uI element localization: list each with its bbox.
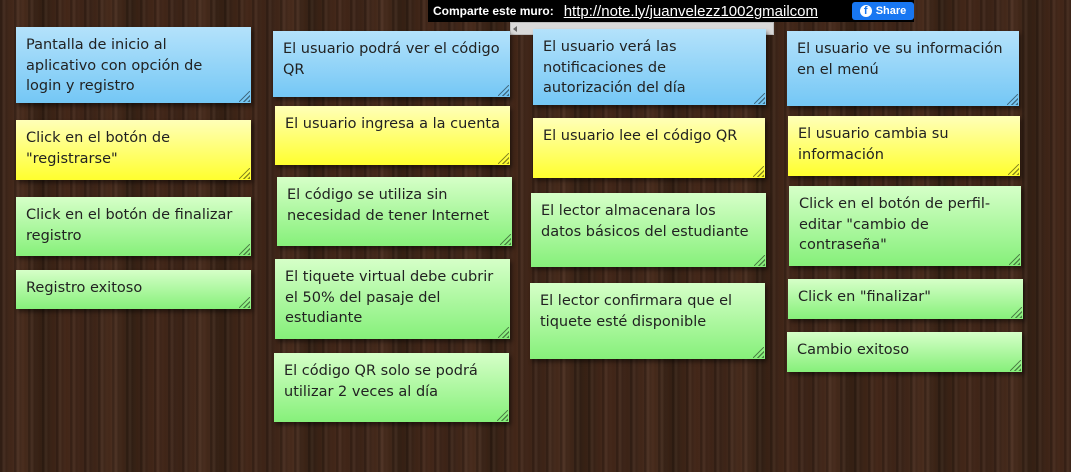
resize-grip-icon[interactable] <box>754 255 765 266</box>
note-text: Pantalla de inicio al aplicativo con opción de login y registro <box>26 37 203 94</box>
sticky-note[interactable] <box>531 193 766 267</box>
note-text: El lector confirmara que el tiquete esté disponible <box>540 293 733 330</box>
resize-grip-icon[interactable] <box>1011 307 1022 318</box>
sticky-note[interactable] <box>787 31 1019 106</box>
note-text: El usuario cambia su información <box>798 126 949 163</box>
resize-grip-icon[interactable] <box>753 347 764 358</box>
resize-grip-icon[interactable] <box>754 93 765 104</box>
resize-grip-icon[interactable] <box>753 166 764 177</box>
resize-grip-icon[interactable] <box>239 297 250 308</box>
note-text: El usuario lee el código QR <box>543 128 738 144</box>
note-text: Click en el botón de perfil-editar "cambio de contraseña" <box>799 196 991 253</box>
note-text: Cambio exitoso <box>797 342 910 358</box>
note-text: Click en "finalizar" <box>798 289 931 305</box>
note-text: El código QR solo se podrá utilizar 2 veces al día <box>284 363 478 400</box>
sticky-note[interactable] <box>533 118 765 178</box>
facebook-icon: f <box>860 5 872 17</box>
note-text: Click en el botón de finalizar registro <box>26 207 233 244</box>
sticky-note[interactable] <box>274 353 509 422</box>
share-link[interactable]: http://note.ly/juanvelezz1002gmailcom <box>563 2 819 20</box>
sticky-note[interactable] <box>789 186 1021 266</box>
resize-grip-icon[interactable] <box>497 410 508 421</box>
sticky-note[interactable] <box>16 270 251 309</box>
sticky-note[interactable] <box>16 120 251 180</box>
sticky-note[interactable] <box>16 197 251 256</box>
sticky-note[interactable] <box>533 29 766 105</box>
resize-grip-icon[interactable] <box>498 153 509 164</box>
note-text: El tiquete virtual debe cubrir el 50% del pasaje del estudiante <box>285 269 494 326</box>
sticky-note[interactable] <box>273 31 510 97</box>
note-text: Click en el botón de "registrarse" <box>26 130 170 167</box>
sticky-note[interactable] <box>16 27 251 103</box>
share-bar <box>428 0 914 22</box>
note-text: Registro exitoso <box>26 280 143 296</box>
facebook-share-button[interactable] <box>852 2 914 20</box>
resize-grip-icon[interactable] <box>239 91 250 102</box>
facebook-share-label: Share <box>875 5 907 17</box>
note-text: El usuario ingresa a la cuenta <box>285 116 500 132</box>
sticky-note[interactable] <box>275 259 510 339</box>
resize-grip-icon[interactable] <box>1009 254 1020 265</box>
resize-grip-icon[interactable] <box>239 244 250 255</box>
sticky-note[interactable] <box>275 106 510 165</box>
sticky-note[interactable] <box>787 332 1022 372</box>
resize-grip-icon[interactable] <box>1010 360 1021 371</box>
note-text: El código se utiliza sin necesidad de tener Internet <box>287 187 490 224</box>
note-text: El usuario podrá ver el código QR <box>283 41 500 78</box>
sticky-note[interactable] <box>277 177 512 246</box>
note-text: El usuario ve su información en el menú <box>797 41 1003 78</box>
resize-grip-icon[interactable] <box>500 234 511 245</box>
sticky-note[interactable] <box>530 283 765 359</box>
resize-grip-icon[interactable] <box>1007 94 1018 105</box>
note-text: El usuario verá las notificaciones de autorización del día <box>543 39 686 96</box>
resize-grip-icon[interactable] <box>239 168 250 179</box>
sticky-note[interactable] <box>788 116 1020 176</box>
resize-grip-icon[interactable] <box>498 327 509 338</box>
resize-grip-icon[interactable] <box>498 85 509 96</box>
share-label: Comparte este muro: <box>433 4 554 18</box>
note-text: El lector almacenara los datos básicos del estudiante <box>541 203 749 240</box>
sticky-note[interactable] <box>788 279 1023 319</box>
resize-grip-icon[interactable] <box>1008 164 1019 175</box>
